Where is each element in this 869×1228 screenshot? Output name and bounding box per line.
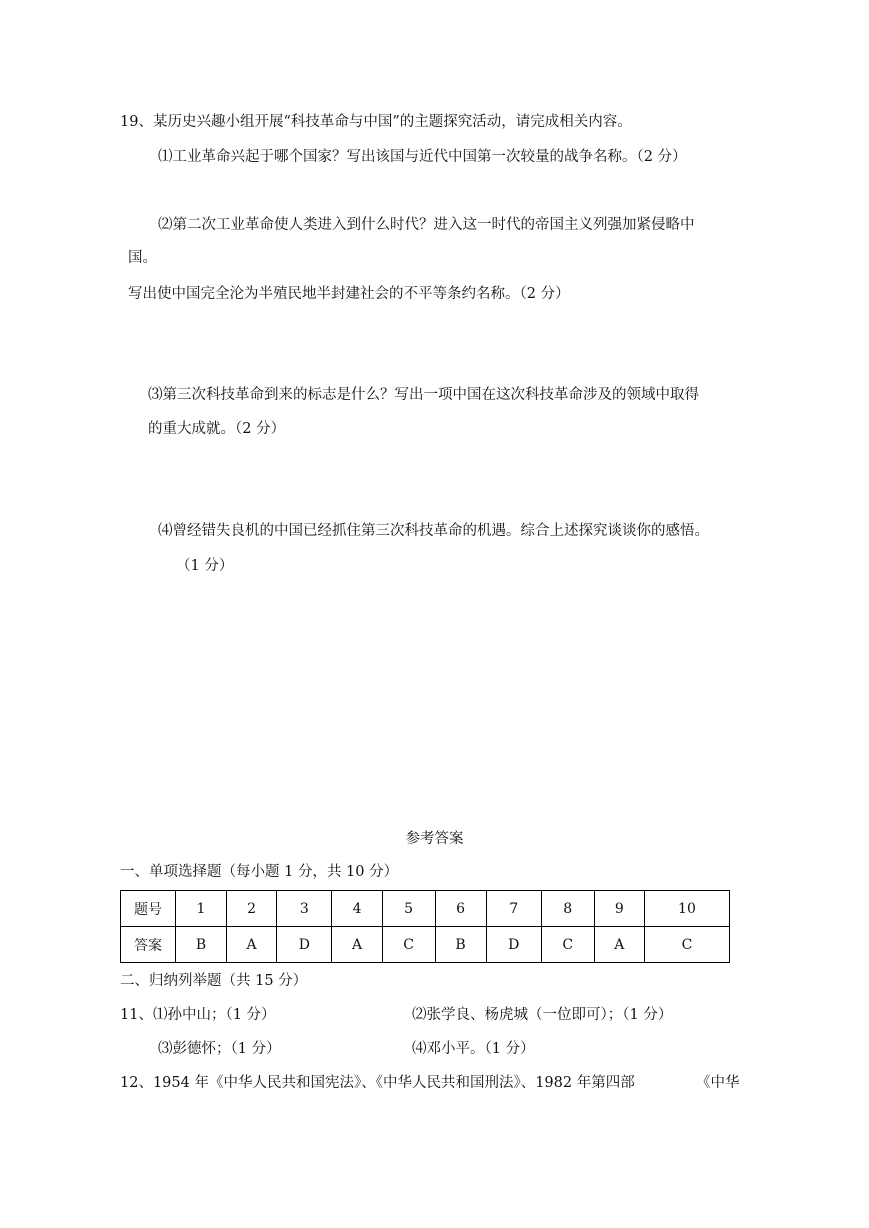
table-cell: C: [382, 927, 435, 963]
table-cell: D: [486, 927, 541, 963]
q19-part3-line2: 的重大成就。（2 分）: [148, 421, 286, 437]
table-cell: 5: [382, 891, 435, 927]
q19-intro: 19、某历史兴趣小组开展“科技革命与中国”的主题探究活动，请完成相关内容。: [120, 114, 632, 130]
table-cell: 6: [435, 891, 486, 927]
table-header-cell: 答案: [121, 927, 176, 963]
q11-answer-1: 11、⑴孙中山；（1 分）: [120, 1007, 276, 1023]
table-row-answers: [121, 927, 730, 963]
q19-part1: ⑴工业革命兴起于哪个国家？写出该国与近代中国第一次较量的战争名称。（2 分）: [158, 149, 687, 165]
q11-answer-4: ⑷邓小平。（1 分）: [412, 1041, 535, 1057]
table-header-cell: 题号: [121, 891, 176, 927]
table-cell: 8: [541, 891, 594, 927]
q19-part3-line1: ⑶第三次科技革命到来的标志是什么？写出一项中国在这次科技革命涉及的领域中取得: [148, 387, 699, 403]
table-cell: B: [435, 927, 486, 963]
table-cell: D: [277, 927, 332, 963]
table-cell: C: [541, 927, 594, 963]
q19-part2-line3: 写出使中国完全沦为半殖民地半封建社会的不平等条约名称。（2 分）: [128, 286, 570, 302]
q19-part2-line2: 国。: [128, 250, 157, 266]
q19-part4-line1: ⑷曾经错失良机的中国已经抓住第三次科技革命的机遇。综合上述探究谈谈你的感悟。: [158, 523, 709, 539]
section1-heading: 一、单项选择题（每小题 1 分，共 10 分）: [120, 864, 399, 880]
table-cell: A: [227, 927, 277, 963]
table-cell: 7: [486, 891, 541, 927]
table-cell: A: [332, 927, 382, 963]
table-cell: B: [176, 927, 227, 963]
table-cell: 10: [644, 891, 729, 927]
section2-heading: 二、归纳列举题（共 15 分）: [120, 973, 308, 989]
table-cell: 1: [176, 891, 227, 927]
table-cell: 3: [277, 891, 332, 927]
table-cell: A: [594, 927, 644, 963]
q12-answer-continued: 《中华: [696, 1075, 740, 1091]
answers-title: 参考答案: [405, 831, 464, 847]
answer-table: [120, 890, 730, 963]
q11-answer-2: ⑵张学良、杨虎城（一位即可）；（1 分）: [412, 1007, 673, 1023]
q12-answer: 12、1954 年《中华人民共和国宪法》、《中华人民共和国刑法》、1982 年第四部: [120, 1075, 635, 1091]
table-cell: 9: [594, 891, 644, 927]
table-row-numbers: [121, 891, 730, 927]
q19-part4-line2: （1 分）: [176, 558, 234, 574]
table-cell: 4: [332, 891, 382, 927]
table-cell: C: [644, 927, 729, 963]
table-cell: 2: [227, 891, 277, 927]
q11-answer-3: ⑶彭德怀；（1 分）: [158, 1041, 281, 1057]
q19-part2-line1: ⑵第二次工业革命使人类进入到什么时代？进入这一时代的帝国主义列强加紧侵略中: [158, 217, 695, 233]
